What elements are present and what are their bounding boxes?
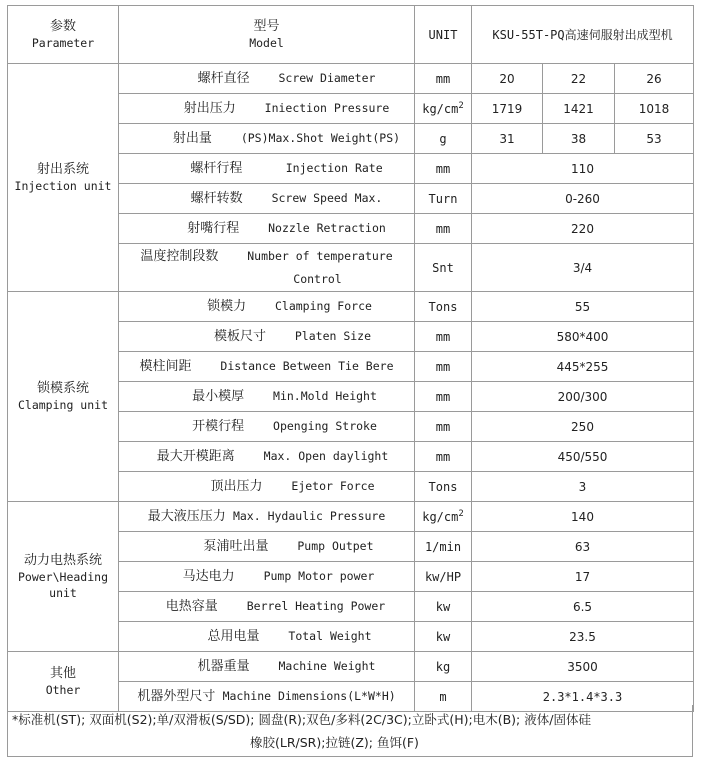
section-other — [8, 652, 119, 712]
param-clamping-force — [119, 292, 415, 322]
unit-superscript: 2 — [458, 508, 464, 519]
param-open-daylight — [119, 442, 415, 472]
section-power-cn: 动力电热系统 — [23, 553, 102, 568]
value-cell: 1719 — [472, 94, 543, 124]
section-other-en: Other — [45, 683, 81, 697]
param-en: Machine Weight — [278, 659, 376, 673]
param-cn: 总用电量 — [207, 629, 260, 644]
value-cell: 0-260 — [472, 184, 694, 214]
section-clamping — [8, 292, 119, 502]
param-hydraulic-pressure — [119, 502, 415, 532]
param-nozzle-retraction — [119, 214, 415, 244]
param-cn: 电热容量 — [165, 599, 218, 614]
param-en: Screw Speed Max. — [271, 191, 383, 205]
param-injection-rate — [119, 154, 415, 184]
param-en: Min.Mold Height — [273, 389, 377, 403]
param-cn: 锁模力 — [207, 299, 247, 314]
header-model-cn: 型号 — [253, 19, 280, 34]
param-cn: 螺杆直径 — [197, 71, 250, 86]
spec-table — [7, 5, 694, 712]
unit-cell: kw — [415, 592, 472, 622]
unit-cell: mm — [415, 352, 472, 382]
table-row — [8, 502, 694, 532]
param-injection-pressure — [119, 94, 415, 124]
param-en: Total Weight — [288, 629, 372, 643]
value-cell: 31 — [472, 124, 543, 154]
param-en: Pump Outpet — [297, 539, 374, 553]
value-cell: 220 — [472, 214, 694, 244]
unit-cell: mm — [415, 442, 472, 472]
unit-cell: kw/HP — [415, 562, 472, 592]
header-unit: UNIT — [415, 6, 472, 64]
param-en: (PS)Max.Shot Weight(PS) — [240, 131, 401, 145]
table-row — [8, 292, 694, 322]
param-temp-control — [119, 244, 415, 292]
param-cn: 最大液压压力 — [147, 509, 226, 524]
section-clamping-en: Clamping unit — [17, 398, 108, 412]
section-other-cn: 其他 — [49, 666, 76, 681]
value-cell: 3500 — [472, 652, 694, 682]
unit-cell: Snt — [415, 244, 472, 292]
param-min-mold — [119, 382, 415, 412]
unit-cell: mm — [415, 214, 472, 244]
unit-cell: m — [415, 682, 472, 712]
footnote — [7, 705, 693, 757]
param-cn: 机器外型尺寸 — [137, 689, 216, 704]
value-cell: 110 — [472, 154, 694, 184]
param-cn: 射嘴行程 — [187, 221, 240, 236]
section-injection — [8, 64, 119, 292]
value-cell: 17 — [472, 562, 694, 592]
param-en-line2: Control — [293, 272, 342, 286]
param-cn: 射出量 — [172, 131, 212, 146]
param-en: Clamping Force — [274, 299, 372, 313]
value-cell: 200/300 — [472, 382, 694, 412]
unit-cell: g — [415, 124, 472, 154]
section-injection-en: Injection unit — [14, 179, 112, 193]
header-model-en: Model — [249, 36, 284, 50]
param-en: Injection Rate — [285, 161, 383, 175]
unit-cell: mm — [415, 64, 472, 94]
header-param-en: Parameter — [31, 36, 95, 50]
unit-base: kg/cm — [422, 101, 459, 116]
param-cn: 模柱间距 — [139, 359, 192, 374]
value-cell: 2.3*1.4*3.3 — [472, 682, 694, 712]
param-cn: 螺杆转数 — [190, 191, 243, 206]
param-en: Berrel Heating Power — [246, 599, 386, 613]
param-pump-output — [119, 532, 415, 562]
param-motor-power — [119, 562, 415, 592]
param-en: Screw Diameter — [278, 71, 376, 85]
unit-cell: Turn — [415, 184, 472, 214]
footnote-line1: *标准机(ST); 双面机(S2);单/双滑板(S/SD); 圆盘(R);双色/多料(2C/3C);立卧式(H);电木(B); 液体/固体硅 — [12, 712, 591, 727]
param-ejector-force — [119, 472, 415, 502]
param-en: Distance Between Tie Bere — [220, 359, 394, 373]
unit-cell — [415, 94, 472, 124]
value-cell: 20 — [472, 64, 543, 94]
unit-cell: mm — [415, 322, 472, 352]
param-cn: 螺杆行程 — [190, 161, 243, 176]
unit-cell: Tons — [415, 472, 472, 502]
param-en: Platen Size — [294, 329, 372, 343]
value-cell: 55 — [472, 292, 694, 322]
param-en: Pump Motor power — [263, 569, 375, 583]
param-heating-power — [119, 592, 415, 622]
param-cn: 模板尺寸 — [213, 329, 266, 344]
value-cell: 450/550 — [472, 442, 694, 472]
param-screw-speed — [119, 184, 415, 214]
unit-cell: Tons — [415, 292, 472, 322]
param-platen-size — [119, 322, 415, 352]
param-en: Openging Stroke — [273, 419, 377, 433]
param-tie-bar — [119, 352, 415, 382]
param-cn: 最小模厚 — [192, 389, 245, 404]
header-parameter — [8, 6, 119, 64]
section-injection-cn: 射出系统 — [36, 162, 89, 177]
param-shot-weight — [119, 124, 415, 154]
value-cell: 1421 — [543, 94, 615, 124]
value-cell: 53 — [615, 124, 694, 154]
value-cell: 580*400 — [472, 322, 694, 352]
value-cell: 3 — [472, 472, 694, 502]
unit-cell: mm — [415, 382, 472, 412]
unit-cell: mm — [415, 412, 472, 442]
param-en: Ejetor Force — [291, 479, 375, 493]
value-cell: 250 — [472, 412, 694, 442]
value-cell: 6.5 — [472, 592, 694, 622]
param-en: Nozzle Retraction — [268, 221, 386, 235]
value-cell: 26 — [615, 64, 694, 94]
section-clamping-cn: 锁模系统 — [36, 381, 89, 396]
param-en: Iniection Pressure — [264, 101, 390, 115]
unit-cell: kg — [415, 652, 472, 682]
param-en: Max. Hydaulic Pressure — [232, 509, 386, 523]
value-cell: 445*255 — [472, 352, 694, 382]
param-cn: 机器重量 — [197, 659, 250, 674]
value-cell: 3/4 — [472, 244, 694, 292]
value-cell: 38 — [543, 124, 615, 154]
header-param-cn: 参数 — [49, 19, 76, 34]
param-cn: 顶出压力 — [210, 479, 263, 494]
param-en: Machine Dimensions(L*W*H) — [222, 689, 396, 703]
table-row — [8, 652, 694, 682]
header-machine-model: KSU-55T-PQ高速伺服射出成型机 — [472, 6, 694, 64]
footnote-line2: 橡胶(LR/SR);拉链(Z); 鱼饵(F) — [250, 735, 419, 750]
param-en-line1: Number of temperature — [247, 249, 393, 263]
value-cell: 22 — [543, 64, 615, 94]
unit-superscript: 2 — [458, 100, 464, 111]
section-power — [8, 502, 119, 652]
unit-cell: 1/min — [415, 532, 472, 562]
param-cn: 射出压力 — [183, 101, 236, 116]
param-cn: 开模行程 — [192, 419, 245, 434]
param-cn: 温度控制段数 — [140, 249, 219, 264]
unit-cell: mm — [415, 154, 472, 184]
unit-base: kg/cm — [422, 509, 459, 524]
param-screw-diameter — [119, 64, 415, 94]
section-power-en1: Power\Heading — [17, 570, 108, 584]
param-en: Max. Open daylight — [263, 449, 389, 463]
param-total-power — [119, 622, 415, 652]
value-cell: 63 — [472, 532, 694, 562]
param-opening-stroke — [119, 412, 415, 442]
unit-cell: kw — [415, 622, 472, 652]
param-cn: 最大开模距离 — [156, 449, 235, 464]
unit-cell — [415, 502, 472, 532]
param-cn: 泵浦吐出量 — [203, 539, 269, 554]
header-row — [8, 6, 694, 64]
header-model — [119, 6, 415, 64]
table-row — [8, 64, 694, 94]
section-power-en2: unit — [49, 586, 77, 600]
param-cn: 马达电力 — [182, 569, 235, 584]
param-machine-weight — [119, 652, 415, 682]
value-cell: 140 — [472, 502, 694, 532]
value-cell: 23.5 — [472, 622, 694, 652]
value-cell: 1018 — [615, 94, 694, 124]
